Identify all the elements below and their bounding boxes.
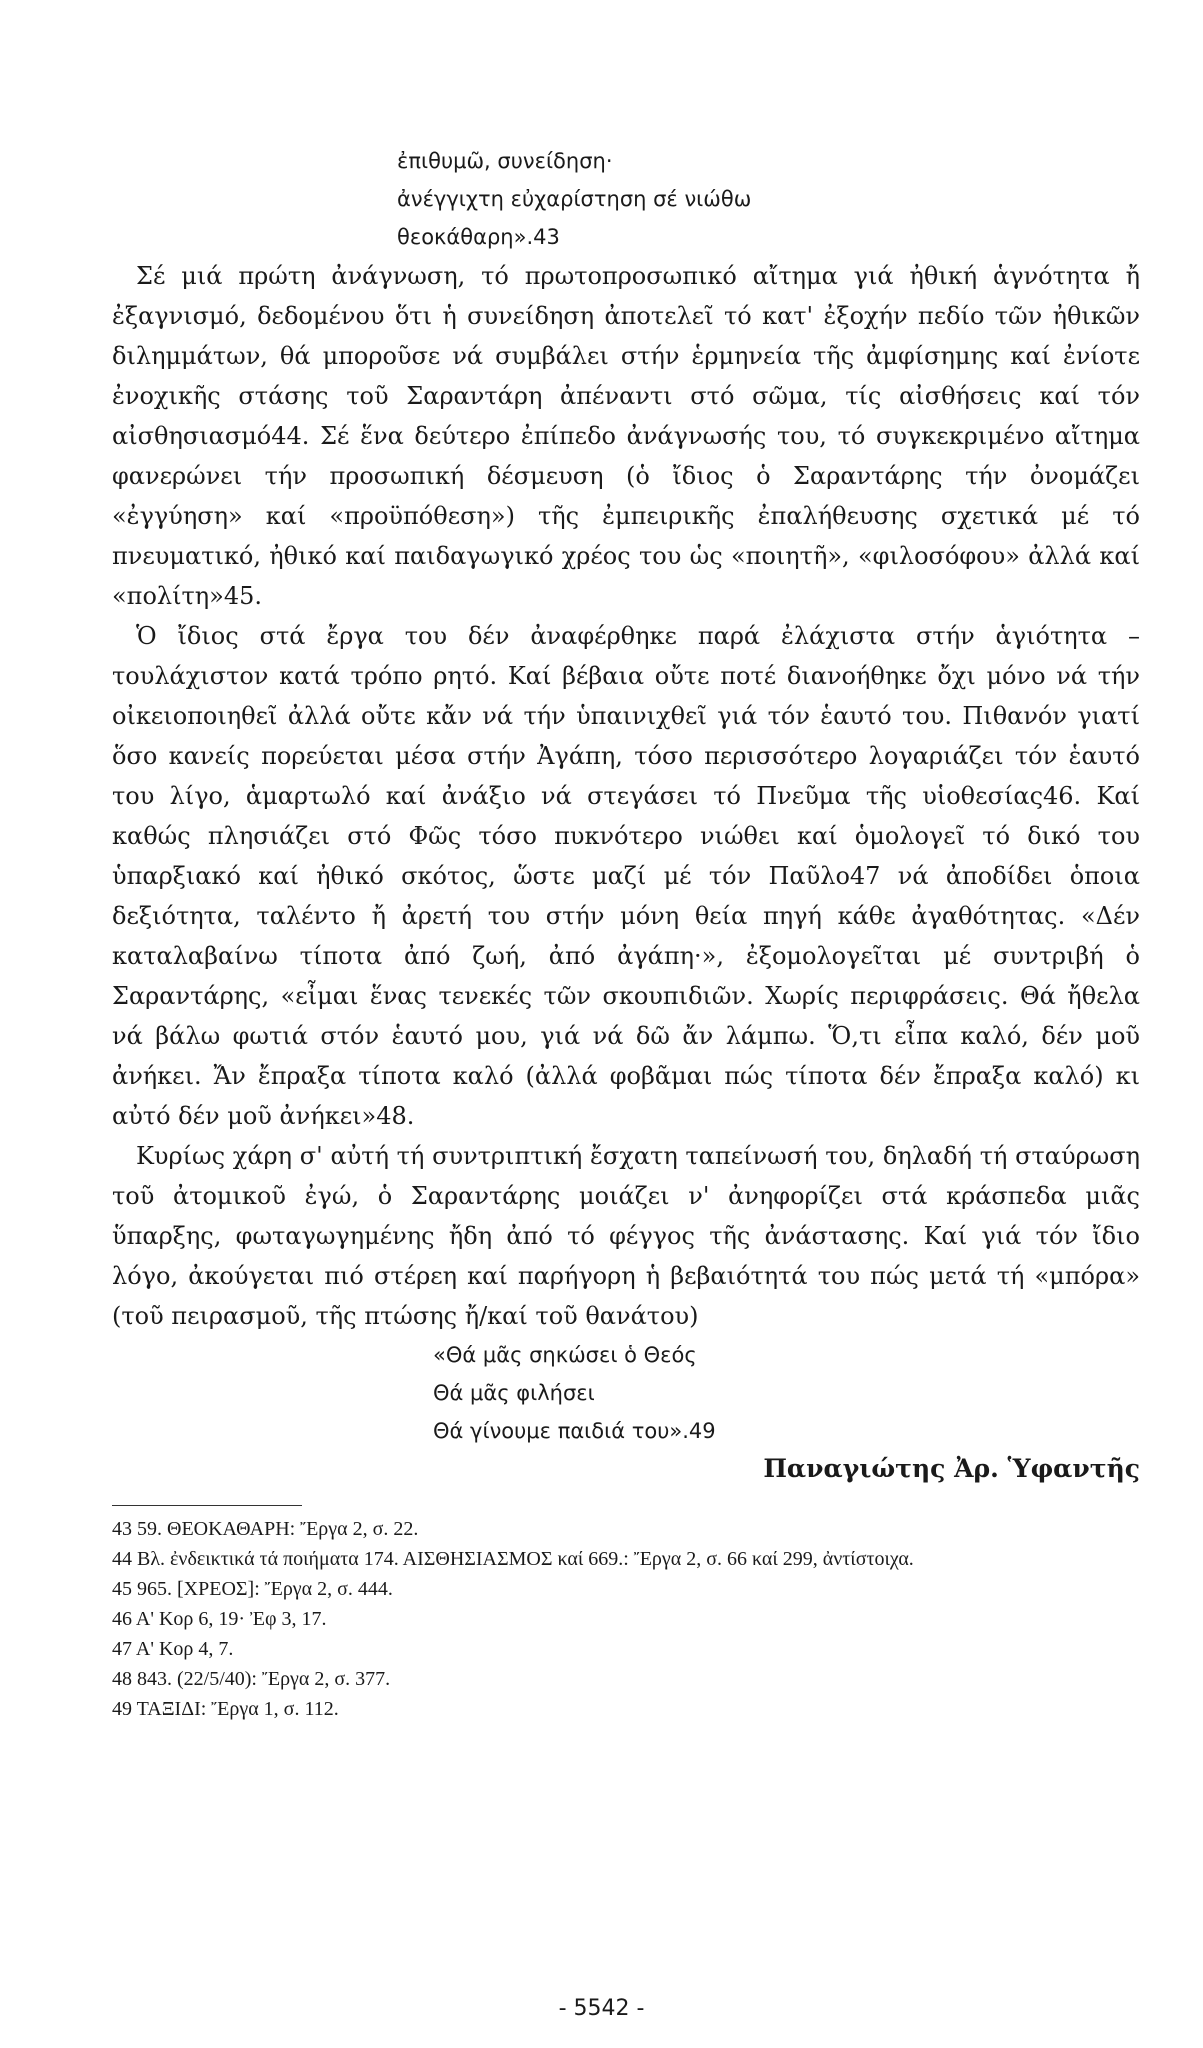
footnote-item: 47 Α' Κορ 4, 7. [112,1638,234,1660]
poem-line: Θά γίνουμε παιδιά του».49 [433,1419,716,1443]
page-flow [112,142,1140,1724]
footnote-item: 45 965. [ΧΡΕΟΣ]: Ἔργα 2, σ. 444. [112,1578,393,1600]
footnote-item: 49 ΤΑΞΙΔΙ: Ἔργα 1, σ. 112. [112,1698,339,1720]
poem-line: «Θά μᾶς σηκώσει ὁ Θεός [433,1343,697,1367]
body-text-block-2 [112,1136,1140,1336]
paragraph: Κυρίως χάρη σ' αὐτή τή συντριπτική ἔσχατη ταπείνωσή του, δηλαδή τή σταύρωση τοῦ ἀτομικοῦ ἐγώ, ὁ Σαραντάρης μοιάζει ν' ἀνηφορίζει στά κράσπεδα μιᾶς ὕπαρξης, φωταγωγημένης ἤδη ἀπό τό φέγγος τῆς ἀνάστασης. Καί γιά τόν ἴδιο λόγο, ἀκούγεται πιό στέρεη καί παρήγορη ἡ βεβαιότητά του πώς μετά τή «μπόρα» (τοῦ πειρασμοῦ, τῆς πτώσης ἤ/καί τοῦ θανάτου) [112,1142,1140,1330]
footnote-item: 48 843. (22/5/40): Ἔργα 2, σ. 377. [112,1668,391,1690]
footnote-item: 43 59. ΘΕΟΚΑΘΑΡΗ: Ἔργα 2, σ. 22. [112,1518,419,1540]
paragraph: Σέ μιά πρώτη ἀνάγνωση, τό πρωτοπροσωπικό αἴτημα γιά ἠθική ἁγνότητα ἤ ἐξαγνισμό, δεδομένου ὅτι ἡ συνείδηση ἀποτελεῖ τό κατ' ἐξοχήν πεδίο τῶν ἠθικῶν διλημμάτων, θά μποροῦσε νά συμβάλει στήν ἑρμηνεία τῆς ἀμφίσημης καί ἐνίοτε ἐνοχικῆς στάσης τοῦ Σαραντάρη ἀπέναντι στό σῶμα, τίς αἰσθήσεις καί τόν αἰσθησιασμό44. Σέ ἕνα δεύτερο ἐπίπεδο ἀνάγνωσής του, τό συγκεκριμένο αἴτημα φανερώνει τήν προσωπική δέσμευση (ὁ ἴδιος ὁ Σαραντάρης τήν ὀνομάζει «ἐγγύηση» καί «προϋπόθεση») τῆς ἐμπειρικῆς ἐπαλήθευσης σχετικά μέ τό πνευματικό, ἠθικό καί παιδαγωγικό χρέος του ὡς «ποιητῆ», «φιλοσόφου» ἀλλά καί «πολίτη»45. [112,262,1140,610]
paragraph: Ὁ ἴδιος στά ἔργα του δέν ἀναφέρθηκε παρά ἐλάχιστα στήν ἁγιότητα – τουλάχιστον κατά τρόπο ρητό. Καί βέβαια οὔτε ποτέ διανοήθηκε ὄχι μόνο νά τήν οἰκειοποιηθεῖ ἀλλά οὔτε κἄν νά τήν ὑπαινιχθεῖ γιά τόν ἑαυτό του. Πιθανόν γιατί ὅσο κανείς πορεύεται μέσα στήν Ἀγάπη, τόσο περισσότερο λογαριάζει τόν ἑαυτό του λίγο, ἁμαρτωλό καί ἀνάξιο νά στεγάσει τό Πνεῦμα τῆς υἱοθεσίας46. Καί καθώς πλησιάζει στό Φῶς τόσο πυκνότερο νιώθει καί ὁμολογεῖ τό δικό του ὑπαρξιακό καί ἠθικό σκότος, ὥστε μαζί μέ τόν Παῦλο47 νά ἀποδίδει ὁποια δεξιότητα, ταλέντο ἤ ἀρετή του στήν μόνη θεία πηγή κάθε ἀγαθότητας. «Δέν καταλαβαίνω τίποτα ἀπό ζωή, ἀπό ἀγάπη·», ἐξομολογεῖται μέ συντριβή ὁ Σαραντάρης, «εἶμαι ἕνας τενεκές τῶν σκουπιδιῶν. Χωρίς περιφράσεις. Θά ἤθελα νά βάλω φωτιά στόν ἑαυτό μου, γιά νά δῶ ἄν λάμπω. Ὅ,τι εἶπα καλό, δέν μοῦ ἀνήκει. Ἄν ἔπραξα τίποτα καλό (ἀλλά φοβᾶμαι πώς τίποτα δέν ἔπραξα καλό) κι αὐτό δέν μοῦ ἀνήκει»48. [112,622,1140,1130]
page-number: - 5542 - [558,1996,645,2021]
poem-line: Θά μᾶς φιλήσει [433,1381,595,1405]
body-text-block [112,256,1140,1136]
poem-line: ἐπιθυμῶ, συνείδηση· [397,149,613,173]
poem-excerpt-top [397,142,1140,256]
poem-line: θεοκάθαρη».43 [397,225,560,249]
footnote-item: 44 Βλ. ἐνδεικτικά τά ποιήματα 174. ΑΙΣΘΗΣΙΑΣΜΟΣ καί 669.: Ἔργα 2, σ. 66 καί 299, ἀντίστοιχα. [112,1548,914,1570]
footnote-item: 46 Α' Κορ 6, 19· Ἐφ 3, 17. [112,1608,327,1630]
footnotes [112,1514,1140,1724]
author-signature: Παναγιώτης Ἀρ. Ὑφαντῆς [763,1454,1140,1483]
poem-excerpt-bottom [433,1336,1140,1450]
footnote-divider [112,1505,302,1506]
poem-line: ἀνέγγιχτη εὐχαρίστηση σέ νιώθω [397,187,752,211]
